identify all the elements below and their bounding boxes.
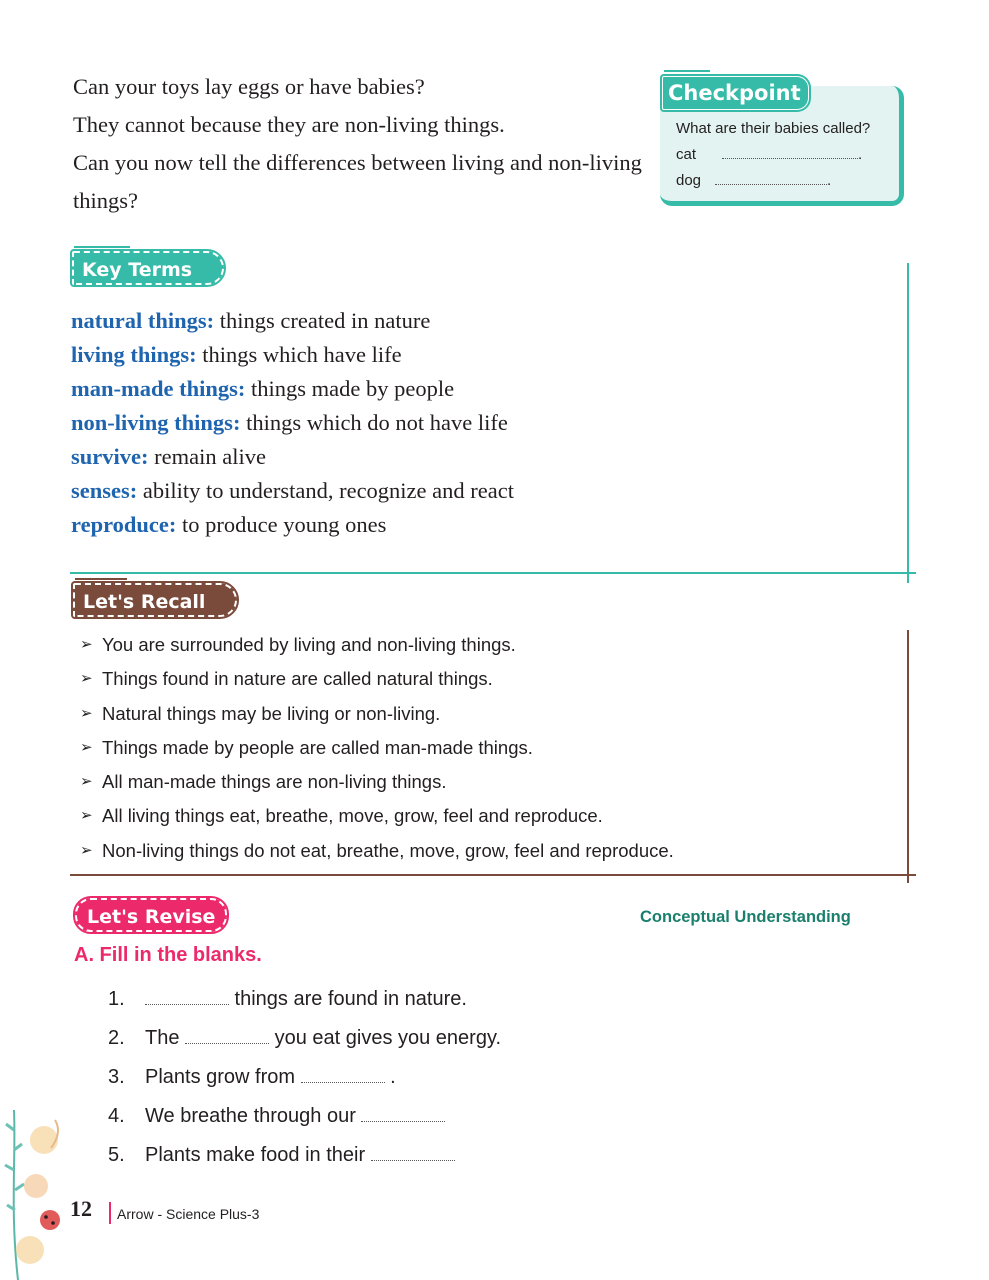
arrow-bullet-icon: ➢ [80,773,93,791]
key-terms-list [71,304,514,542]
tab-stripe [75,578,127,580]
key-term: living things: things which have life [71,342,402,367]
key-term: survive: remain alive [71,444,266,469]
revise-title: Let's Revise [75,898,227,932]
answer-blank[interactable] [371,1157,455,1161]
recall-border-right [907,630,909,883]
list-item: ➢ All man-made things are non-living things. [80,765,674,799]
list-item: 5. Plants make food in their [108,1136,501,1175]
recall-title: Let's Recall [73,583,237,617]
arrow-bullet-icon: ➢ [80,738,93,756]
list-item: 2. The you eat gives you energy. [108,1027,502,1049]
key-term: man-made things: things made by people [71,376,455,401]
checkpoint-row-dog: dog . [676,172,832,189]
list-item: ➢ Natural things may be living or non-living. [80,697,674,731]
tab-stripe [664,70,710,72]
fill-blanks-list [108,980,501,1175]
checkpoint-question: What are their babies called? [676,120,871,137]
key-terms-title: Key Terms [72,251,224,285]
arrow-bullet-icon: ➢ [80,841,93,859]
answer-blank[interactable] [715,181,827,185]
list-item: ➢ You are surrounded by living and non-living things. [80,628,674,662]
tab-stripe [74,246,130,248]
answer-blank[interactable] [145,1001,229,1005]
key-term: natural things: things created in nature [71,308,431,333]
key-term: senses: ability to understand, recognize and react [71,478,514,503]
list-item: 3. Plants grow from . [108,1066,396,1088]
key-term: non-living things: things which do not have life [71,410,508,435]
checkpoint-title: Checkpoint [660,74,811,112]
list-item: ➢ Non-living things do not eat, breathe, move, grow, feel and reproduce. [80,834,674,868]
intro-line: Can your toys lay eggs or have babies? [73,74,425,99]
intro-text [73,68,653,220]
conceptual-understanding-tag: Conceptual Understanding [640,908,851,926]
key-term: reproduce: to produce young ones [71,512,387,537]
intro-line: They cannot because they are non-living things. [73,112,505,137]
arrow-bullet-icon: ➢ [80,807,93,825]
footer-divider [109,1202,111,1224]
list-item: ➢ Things made by people are called man-made things. [80,731,674,765]
arrow-bullet-icon: ➢ [80,704,93,722]
page-number: 12 [70,1196,92,1221]
answer-blank[interactable] [301,1079,385,1083]
key-terms-border-right [907,263,909,583]
checkpoint-row-label: cat [676,146,697,163]
recall-list [80,628,674,868]
intro-line: Can you now tell the differences between living and non-living things? [73,150,642,213]
arrow-bullet-icon: ➢ [80,636,93,653]
recall-border-bottom [70,874,916,876]
answer-blank[interactable] [361,1118,445,1122]
section-a-heading: A. Fill in the blanks. [74,944,262,966]
checkpoint-row-cat: cat . [676,146,863,163]
list-item: ➢ Things found in nature are called natural things. [80,662,674,696]
arrow-bullet-icon: ➢ [80,670,93,688]
checkpoint-row-label: dog [676,172,702,189]
list-item: ➢ All living things eat, breathe, move, grow, feel and reproduce. [80,799,674,833]
answer-blank[interactable] [185,1040,269,1044]
answer-blank[interactable] [722,155,858,159]
list-item: 4. We breathe through our [108,1097,501,1136]
key-terms-border-bottom [70,572,916,574]
book-title: Arrow - Science Plus-3 [117,1206,260,1222]
floral-decoration-icon [0,1100,70,1280]
list-item: 1. things are found in nature. [108,988,467,1010]
